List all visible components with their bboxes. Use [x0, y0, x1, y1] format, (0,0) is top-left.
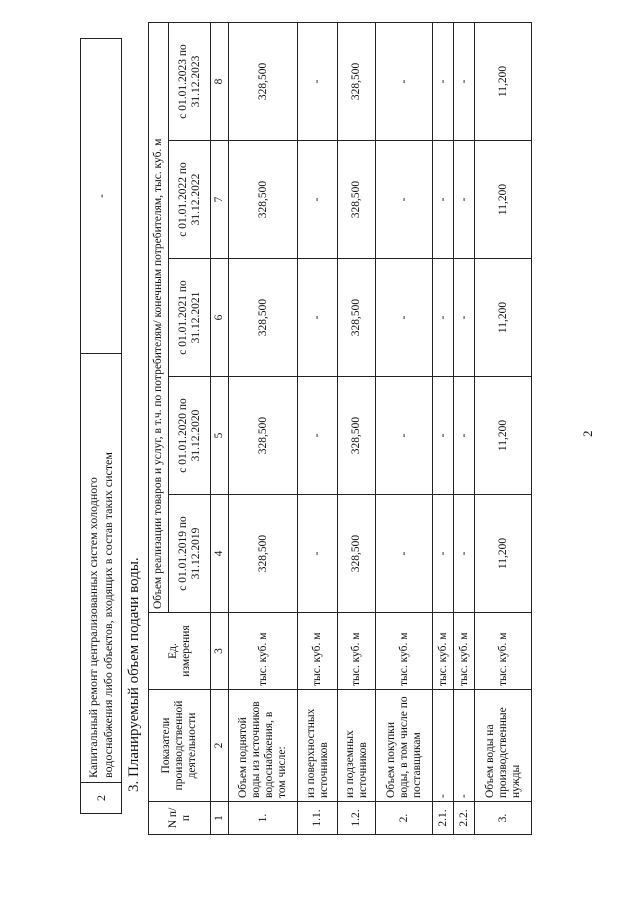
- row-value: -: [433, 495, 454, 613]
- row-value: 11,200: [475, 495, 532, 613]
- row-value: 11,200: [475, 22, 532, 140]
- table-row: [229, 22, 298, 834]
- row-value: 328,500: [229, 141, 298, 259]
- row-number: 1.1.: [298, 802, 338, 835]
- row-value: -: [376, 377, 433, 495]
- row-number: 2.2.: [454, 802, 475, 835]
- row-value: -: [454, 141, 475, 259]
- row-label: из поверхностных источников: [298, 690, 338, 802]
- column-number: 3: [211, 613, 229, 690]
- row-value: -: [298, 495, 338, 613]
- row-value: -: [433, 377, 454, 495]
- row-label: Объем воды на производственные нужды: [475, 690, 532, 802]
- table-row: [376, 22, 433, 834]
- table-row: [298, 22, 338, 834]
- row-value: 328,500: [338, 495, 376, 613]
- row-value: 328,500: [338, 141, 376, 259]
- row-label: Объем поднятой воды из источников водоснабжения, в том числе:: [229, 690, 298, 802]
- header-period: с 01.01.2022 по 31.12.2022: [169, 141, 211, 259]
- header-unit: Ед. измерения: [149, 613, 211, 690]
- column-number: 8: [211, 22, 229, 140]
- row-unit: тыс. куб. м: [376, 613, 433, 690]
- row-label-line: Капитальный ремонт централизованных систем холодного: [86, 477, 100, 778]
- row-value: -: [433, 259, 454, 377]
- column-number: 1: [211, 802, 229, 835]
- row-value: -: [298, 141, 338, 259]
- row-unit: тыс. куб. м: [475, 613, 532, 690]
- row-label: [81, 354, 122, 783]
- row-unit: тыс. куб. м: [338, 613, 376, 690]
- row-number: 1.: [229, 802, 298, 835]
- row-value: -: [298, 377, 338, 495]
- row-value: -: [433, 141, 454, 259]
- row-number: 1.2.: [338, 802, 376, 835]
- header-period: с 01.01.2023 по 31.12.2023: [169, 22, 211, 140]
- section-title: 3. Планируемый объем подачи воды.: [126, 557, 142, 792]
- header-indicator: Показатели производственной деятельности: [149, 690, 211, 802]
- column-number-row: [211, 22, 229, 834]
- row-value: 328,500: [338, 377, 376, 495]
- row-value: -: [376, 22, 433, 140]
- row-value: -: [454, 259, 475, 377]
- row-value: 328,500: [229, 377, 298, 495]
- row-label: Объем покупки воды, в том числе по поставщикам: [376, 690, 433, 802]
- row-number: 3.: [475, 802, 532, 835]
- row-unit: тыс. куб. м: [433, 613, 454, 690]
- row-label-line: водоснабжения либо объектов, входящих в состав таких систем: [101, 452, 115, 778]
- table-row: [475, 22, 532, 834]
- row-value: 328,500: [338, 259, 376, 377]
- row-label: -: [433, 690, 454, 802]
- table-row: [433, 22, 454, 834]
- column-number: 7: [211, 141, 229, 259]
- header-num: N п/п: [149, 802, 211, 835]
- row-value: -: [454, 377, 475, 495]
- row-number: 2.: [376, 802, 433, 835]
- row-value: 11,200: [475, 377, 532, 495]
- row-value: 328,500: [229, 259, 298, 377]
- page-number: 2: [580, 430, 595, 437]
- table-row: [454, 22, 475, 834]
- column-number: 5: [211, 377, 229, 495]
- column-number: 2: [211, 690, 229, 802]
- row-value: -: [298, 259, 338, 377]
- row-value: -: [433, 22, 454, 140]
- row-number: 2: [81, 783, 122, 814]
- row-unit: тыс. куб. м: [298, 613, 338, 690]
- row-value: -: [376, 141, 433, 259]
- planned-water-supply-table: [148, 22, 532, 835]
- header-period: с 01.01.2020 по 31.12.2020: [169, 377, 211, 495]
- header-group: Объем реализации товаров и услуг, в т.ч. по потребителям/ конечным потребителям, тыс. куб. м: [149, 22, 169, 612]
- row-value: 11,200: [475, 259, 532, 377]
- row-label: из подземных источников: [338, 690, 376, 802]
- row-value: -: [376, 495, 433, 613]
- row-value: 11,200: [475, 141, 532, 259]
- header-period: с 01.01.2019 по 31.12.2019: [169, 495, 211, 613]
- row-number: 2.1.: [433, 802, 454, 835]
- capital-repair-table: [80, 38, 122, 814]
- row-unit: тыс. куб. м: [454, 613, 475, 690]
- row-value: 328,500: [338, 22, 376, 140]
- table-row: [81, 39, 122, 814]
- column-number: 4: [211, 495, 229, 613]
- table-row: [338, 22, 376, 834]
- row-value: 328,500: [229, 495, 298, 613]
- row-value: 328,500: [229, 22, 298, 140]
- row-label: -: [454, 690, 475, 802]
- row-value: -: [454, 495, 475, 613]
- row-value: -: [376, 259, 433, 377]
- row-value: -: [298, 22, 338, 140]
- header-row: [149, 22, 169, 834]
- row-unit: тыс. куб. м: [229, 613, 298, 690]
- column-number: 6: [211, 259, 229, 377]
- row-value: -: [81, 39, 122, 354]
- row-value: -: [454, 22, 475, 140]
- header-period: с 01.01.2021 по 31.12.2021: [169, 259, 211, 377]
